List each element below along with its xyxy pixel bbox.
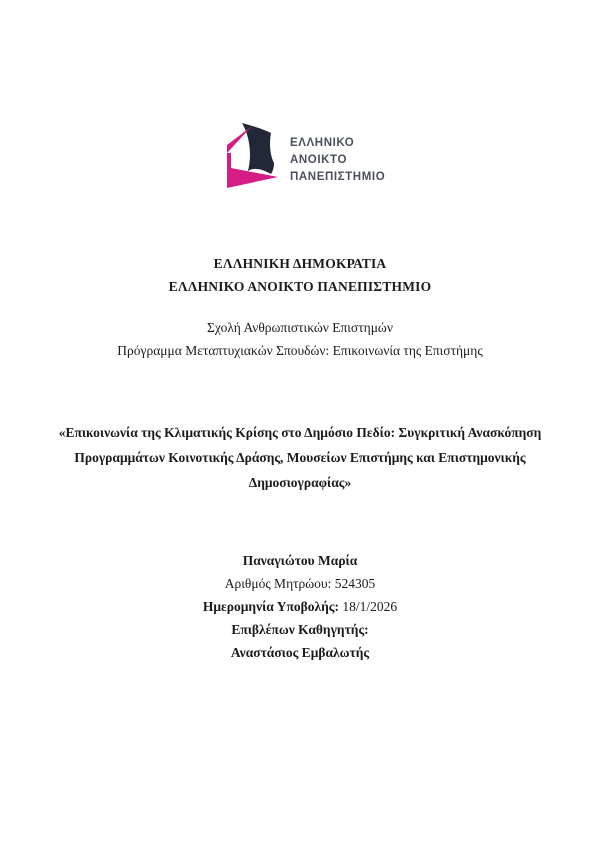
thesis-title-line1: «Επικοινωνία της Κλιματικής Κρίσης στο Δημόσιο Πεδίο: Συγκριτική Ανασκόπηση [58,425,542,440]
header-republic-line: ΕΛΛΗΝΙΚΗ ΔΗΜΟΚΡΑΤΙΑ [213,256,387,271]
thesis-title [55,420,545,495]
submission-label: Ημερομηνία Υποβολής: [202,599,339,614]
school-block [0,316,600,362]
document-header [0,252,600,298]
thesis-title-line3: Δημοσιογραφίας» [248,475,352,490]
submission-date: 18/1/2026 [342,599,398,614]
faculty-name: Σχολή Ανθρωπιστικών Επιστημών [207,320,393,335]
university-logo [227,121,385,193]
registration-number: 524305 [334,576,376,591]
supervisor-label: Επιβλέπων Καθηγητής: [231,622,369,637]
author-block [0,549,600,664]
header-university-line: ΕΛΛΗΝΙΚΟ ΑΝΟΙΚΤΟ ΠΑΝΕΠΙΣΤΗΜΙΟ [168,279,432,294]
logo-wordmark-line3: ΠΑΝΕΠΙΣΤΗΜΙΟ [290,171,386,183]
logo-wordmark [290,135,385,186]
thesis-title-line2: Προγραμμάτων Κοινοτικής Δράσης, Μουσείων Επιστήμης και Επιστημονικής [74,450,526,465]
open-book-icon [227,121,284,193]
author-name: Παναγιώτου Μαρία [242,553,358,568]
program-name: Πρόγραμμα Μεταπτυχιακών Σπουδών: Επικοινωνία της Επιστήμης [117,343,483,358]
submission-date-line [0,595,600,618]
registration-label: Αριθμός Μητρώου: [224,576,332,591]
supervisor-name: Αναστάσιος Εμβαλωτής [230,645,370,660]
logo-wordmark-line1: ΕΛΛΗΝΙΚΟ [290,137,355,149]
logo-wordmark-line2: ΑΝΟΙΚΤΟ [290,154,348,166]
registration-number-line [0,572,600,595]
